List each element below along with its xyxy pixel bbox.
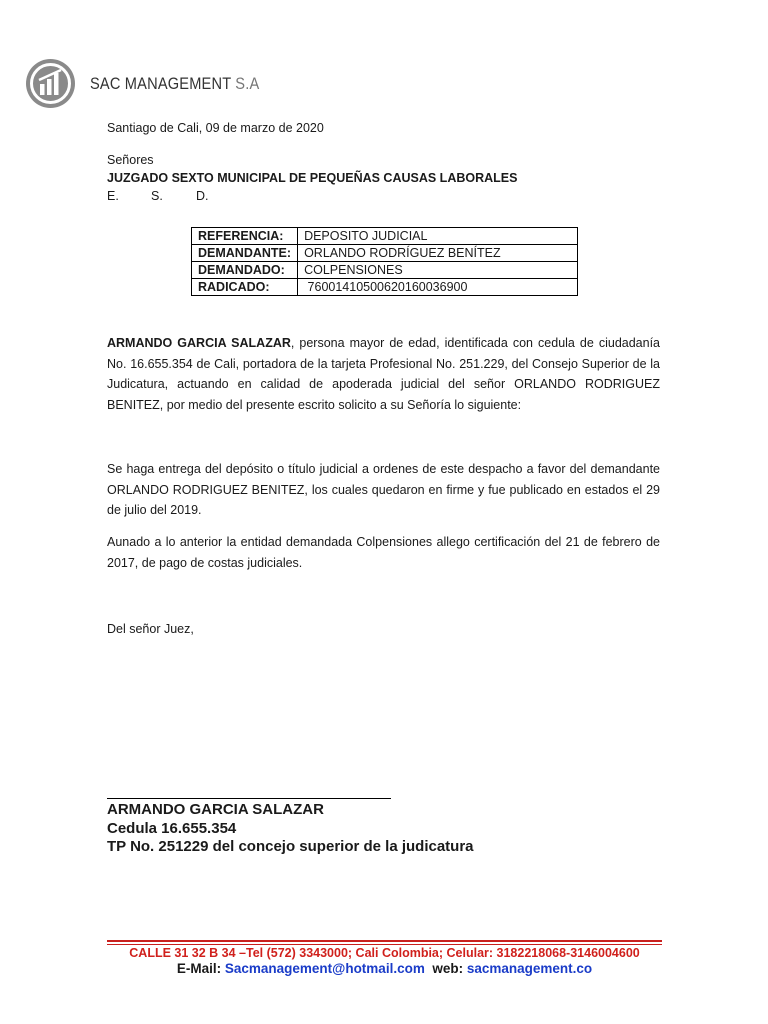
defendant-value: COLPENSIONES [298,262,578,279]
plaintiff-value: ORLANDO RODRÍGUEZ BENÍTEZ [298,245,578,262]
esd-s: S. [151,189,163,203]
defendant-key: DEMANDADO: [192,262,298,279]
table-row [192,262,578,279]
attorney-name: ARMANDO GARCIA SALAZAR [107,336,291,350]
brand-name [90,74,259,94]
esd-d: D. [196,189,209,203]
footer-contact [107,961,662,976]
esd-line [107,186,209,207]
plaintiff-key: DEMANDANTE: [192,245,298,262]
reference-table [191,227,578,296]
body-paragraph-additional: Aunado a lo anterior la entidad demandada Colpensiones allego certificación del 21 de febrero de 2017, de pago de costas judiciales. [107,535,660,570]
web-label: web: [424,961,467,976]
reference-value: DEPOSITO JUDICIAL [298,228,578,245]
body-paragraph-intro [107,333,660,415]
case-number-key: RADICADO: [192,279,298,296]
signature-line [107,798,391,799]
reference-key: REFERENCIA: [192,228,298,245]
signature-professional-card: TP No. 251229 del concejo superior de la judicatura [107,838,474,855]
brand-name-suffix: S.A [231,74,260,93]
closing-line: Del señor Juez, [107,622,194,636]
salutation: Señores [107,153,154,167]
email-label: E-Mail: [176,961,225,976]
body-paragraph-request: Se haga entrega del depósito o título judicial a ordenes de este despacho a favor del demandante ORLANDO RODRIGUEZ BENITEZ, los cuales quedaron en firme y fue publicado en estados el 29 de julio del 2019. [107,462,660,517]
table-row [192,228,578,245]
footer-divider-thin [107,944,662,945]
footer-divider [107,940,662,942]
table-row [192,245,578,262]
brand-name-main: SAC MANAGEMENT [90,74,232,93]
case-number-value: 76001410500620160036900 [298,279,578,296]
esd-e: E. [107,189,119,203]
date-line: Santiago de Cali, 09 de marzo de 2020 [107,121,324,135]
web-link[interactable]: sacmanagement.co [466,961,593,976]
bar-chart-circle-icon [25,58,76,109]
email-link[interactable]: Sacmanagement@hotmail.com [224,961,425,976]
footer-address: CALLE 31 32 B 34 –Tel (572) 3343000; Cali Colombia; Celular: 3182218068-3146004600 [129,946,640,960]
court-name: JUZGADO SEXTO MUNICIPAL DE PEQUEÑAS CAUSAS LABORALES [107,171,518,185]
signature-name: ARMANDO GARCIA SALAZAR [107,801,324,818]
body-paragraph-intro-text: , persona mayor de edad, identificada con cedula de ciudadanía No. 16.655.354 de Cali, portadora de la tarjeta Profesional No. 251.229, del Consejo Superior de la Judicatura, actuando en calidad de apoderada judicial del señor ORLANDO RODRIGUEZ BENITEZ, por medio del presente escrito solicito a su Señoría lo siguiente: [107,336,660,412]
table-row [192,279,578,296]
signature-id: Cedula 16.655.354 [107,820,237,837]
